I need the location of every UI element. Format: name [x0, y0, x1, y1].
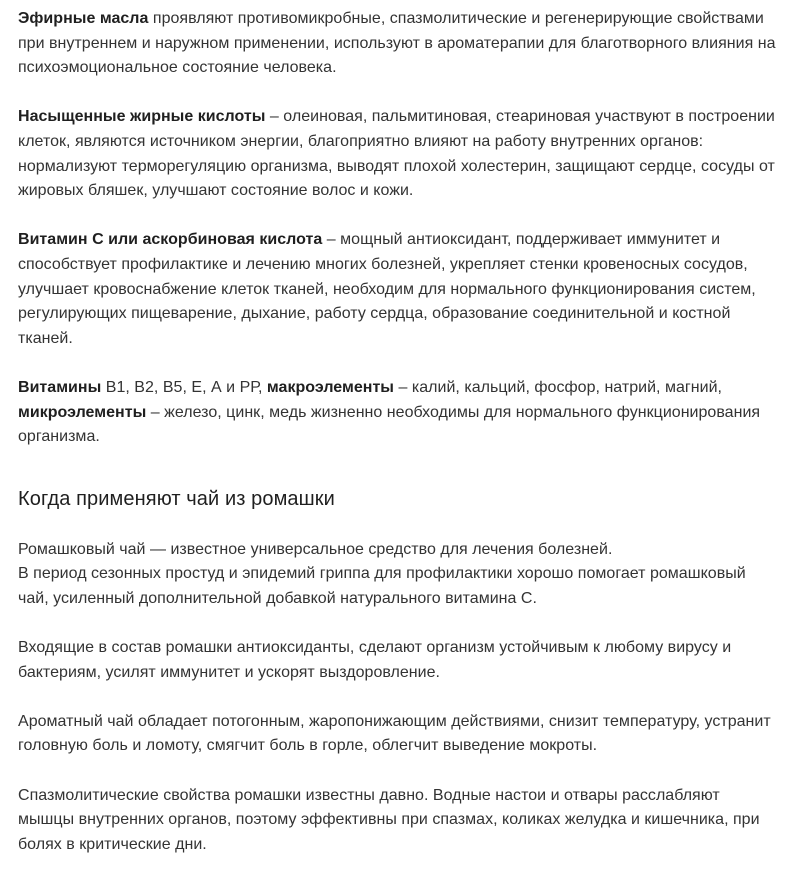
paragraph-aromatic-tea: Ароматный чай обладает потогонным, жаропонижающим действиями, снизит температуру, устранит головную боль и ломоту, смягчит боль в горле, облегчит выведение мокроты. — [18, 712, 771, 755]
term-microelements: микроэлементы — [18, 403, 147, 421]
term-macroelements: макроэлементы — [266, 378, 394, 396]
term-vitamin-c: Витамин С или аскорбиновая кислота — [18, 231, 323, 249]
term-essential-oils: Эфирные масла — [18, 10, 149, 27]
paragraph-text: – калий, кальций, фосфор, натрий, магний, — [394, 378, 723, 396]
paragraph-antispasmodic: Спазмолитические свойства ромашки известны давно. Водные настои и отвары расслабляют мышцы внутренних органов, поэтому эффективны при спазмах, коликах желудка и кишечника, при болях в критические дни. — [18, 786, 760, 853]
paragraph-fatty-acids — [18, 105, 776, 203]
paragraph-text: – железо, цинк, медь жизненно необходимы для нормального функционирования организма. — [18, 403, 761, 446]
paragraph-universal-remedy — [18, 538, 776, 612]
paragraph-text: – олеиновая, пальмитиновая, стеариновая участвуют в построении клеток, являются источником энергии, благоприятно влияют на работу внутренних органов: нормализуют терморегуляцию организма, выводят плохой холестерин, защищают сердце, сосуды от жировых бляшек, улучшают состояние волос и кожи. — [18, 108, 775, 200]
paragraph-text: Ромашковый чай — известное универсальное средство для лечения болезней. — [18, 540, 613, 558]
term-vitamins: Витамины — [18, 378, 102, 396]
paragraph-text: проявляют противомикробные, спазмолитические и регенерирующие свойствами при внутреннем и наружном применении, используют в ароматерапии для благотворного влияния на психоэмоциональное состояние человека. — [18, 10, 776, 77]
paragraph-text: В1, В2, В5, Е, А и РР, — [101, 378, 267, 396]
paragraph-text: – мощный антиоксидант, поддерживает иммунитет и способствует профилактике и лечению многих болезней, укрепляет стенки кровеносных сосудов, улучшает кровоснабжение клеток тканей, необходим для нормального функционирования систем, регулирующих пищеварение, дыхание, работу сердца, образование соединительной и костной тканей. — [18, 231, 756, 347]
term-fatty-acids: Насыщенные жирные кислоты — [18, 108, 266, 126]
paragraph-vitamin-c — [18, 228, 776, 351]
section-heading: Когда применяют чай из ромашки — [18, 487, 335, 510]
section-heading-wrap — [18, 486, 776, 512]
paragraph-antioxidants: Входящие в состав ромашки антиоксиданты, сделают организм устойчивым к любому вирусу и бактериям, усилят иммунитет и ускорят выздоровление. — [18, 639, 732, 681]
paragraph-text: В период сезонных простуд и эпидемий гриппа для профилактики хорошо помогает ромашковый чай, усиленный дополнительной добавкой натурального витамина С. — [18, 565, 746, 607]
paragraph-essential-oils — [18, 0, 776, 81]
paragraph-vitamins-minerals — [18, 376, 776, 450]
